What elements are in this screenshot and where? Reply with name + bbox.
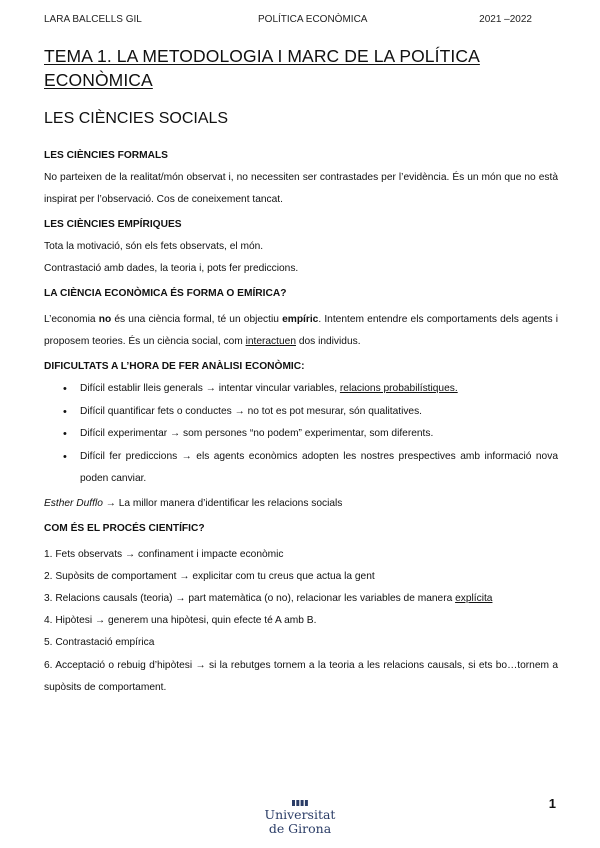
page-title — [44, 44, 558, 92]
dificultats-heading: DIFICULTATS A L’HORA DE FER ANÀLISI ECONÒMIC: — [44, 361, 305, 372]
empiriques-heading: LES CIÈNCIES EMPÍRIQUES — [44, 219, 182, 230]
economica-heading: LA CIÈNCIA ECONÒMICA ÉS FORMA O EMÍRICA? — [44, 288, 287, 299]
section-economica — [44, 288, 558, 353]
proces-step — [44, 588, 558, 610]
list-item: • Difícil experimentar → som persones “no podem” experimentar, som diferents. — [80, 423, 558, 446]
economica-text-part: . Intentem entendre els comportaments dels agents i proposem teories. És un ciència social, com — [44, 314, 558, 347]
proces-step: 1. Fets observats → confinament i impacte econòmic — [44, 548, 284, 560]
economica-interactuen: interactuen — [245, 336, 296, 347]
dificultats-list — [44, 378, 558, 491]
proces-heading: COM ÉS EL PROCÉS CIENTÍFIC? — [44, 522, 205, 534]
header-author: LARA BALCELLS GIL — [44, 14, 142, 25]
step-text: 3. Relacions causals (teoria) → part matemàtica (o no), relacionar les variables de manera — [44, 592, 456, 604]
quote-line — [44, 493, 558, 515]
empiriques-line-1: Tota la motivació, són els fets observats, el món. — [44, 241, 264, 252]
page-number: 1 — [548, 796, 556, 811]
proces-step: 6. Acceptació o rebuig d’hipòtesi → si la rebutges tornem a la teoria a les relacions causals, si ets bo…tornem a supòsits de comportament. — [44, 659, 558, 693]
economica-text-part: dos individus. — [295, 336, 361, 347]
section-formals — [44, 150, 558, 211]
section-title: LES CIÈNCIES SOCIALS — [44, 110, 229, 127]
quote-author: Esther Dufflo — [44, 497, 103, 509]
list-item — [80, 378, 558, 401]
economica-empiric: empíric — [282, 314, 319, 325]
economica-text — [44, 309, 558, 353]
logo-crest-icon — [292, 800, 308, 806]
step-underlined: explícita — [455, 592, 493, 604]
logo-line-1: Universitat — [264, 807, 336, 822]
economica-text-part: és una ciència formal, té un objectiu — [111, 314, 283, 325]
logo-line-2: de Girona — [268, 821, 332, 836]
proces-step: 4. Hipòtesi → generem una hipòtesi, quin efecte té A amb B. — [44, 615, 317, 627]
page-content — [44, 44, 558, 707]
formals-text: No parteixen de la realitat/món observat i, no necessiten ser contrastades per l’evidència. És un món que no està inspirat per l’observació. Cos de coneixement tancat. — [44, 172, 558, 205]
proces-step: 5. Contrastació empírica — [44, 637, 155, 649]
section-proces — [44, 523, 558, 699]
bullet-underlined: relacions probabilístiques. — [339, 383, 458, 394]
title-line-1: TEMA 1. LA METODOLOGIA I MARC DE LA POLÍTICA — [44, 46, 480, 66]
bullet-text: Difícil establir lleis generals → intentar vincular variables, — [80, 383, 340, 394]
list-item: • Difícil fer prediccions → els agents econòmics adopten les nostres prespectives amb informació nova poden canviar. — [80, 446, 558, 491]
empiriques-line-2: Contrastació amb dades, la teoria i, pots fer prediccions. — [44, 263, 299, 274]
economica-text-part: L’economia — [44, 314, 99, 325]
list-item: • Difícil quantificar fets o conductes → no tot es pot mesurar, són qualitatives. — [80, 401, 558, 424]
section-dificultats — [44, 361, 558, 515]
quote-text: → La millor manera d’identificar les relacions socials — [102, 497, 343, 509]
economica-no: no — [98, 314, 112, 325]
title-line-2: ECONÒMICA — [44, 70, 153, 90]
proces-step: 2. Supòsits de comportament → explicitar com tu creus que actua la gent — [44, 570, 375, 582]
header-year: 2021 –2022 — [479, 14, 532, 25]
university-logo — [256, 800, 344, 836]
header-subject: POLÍTICA ECONÒMICA — [258, 14, 368, 25]
section-empiriques — [44, 219, 558, 280]
formals-heading: LES CIÈNCIES FORMALS — [44, 150, 168, 161]
